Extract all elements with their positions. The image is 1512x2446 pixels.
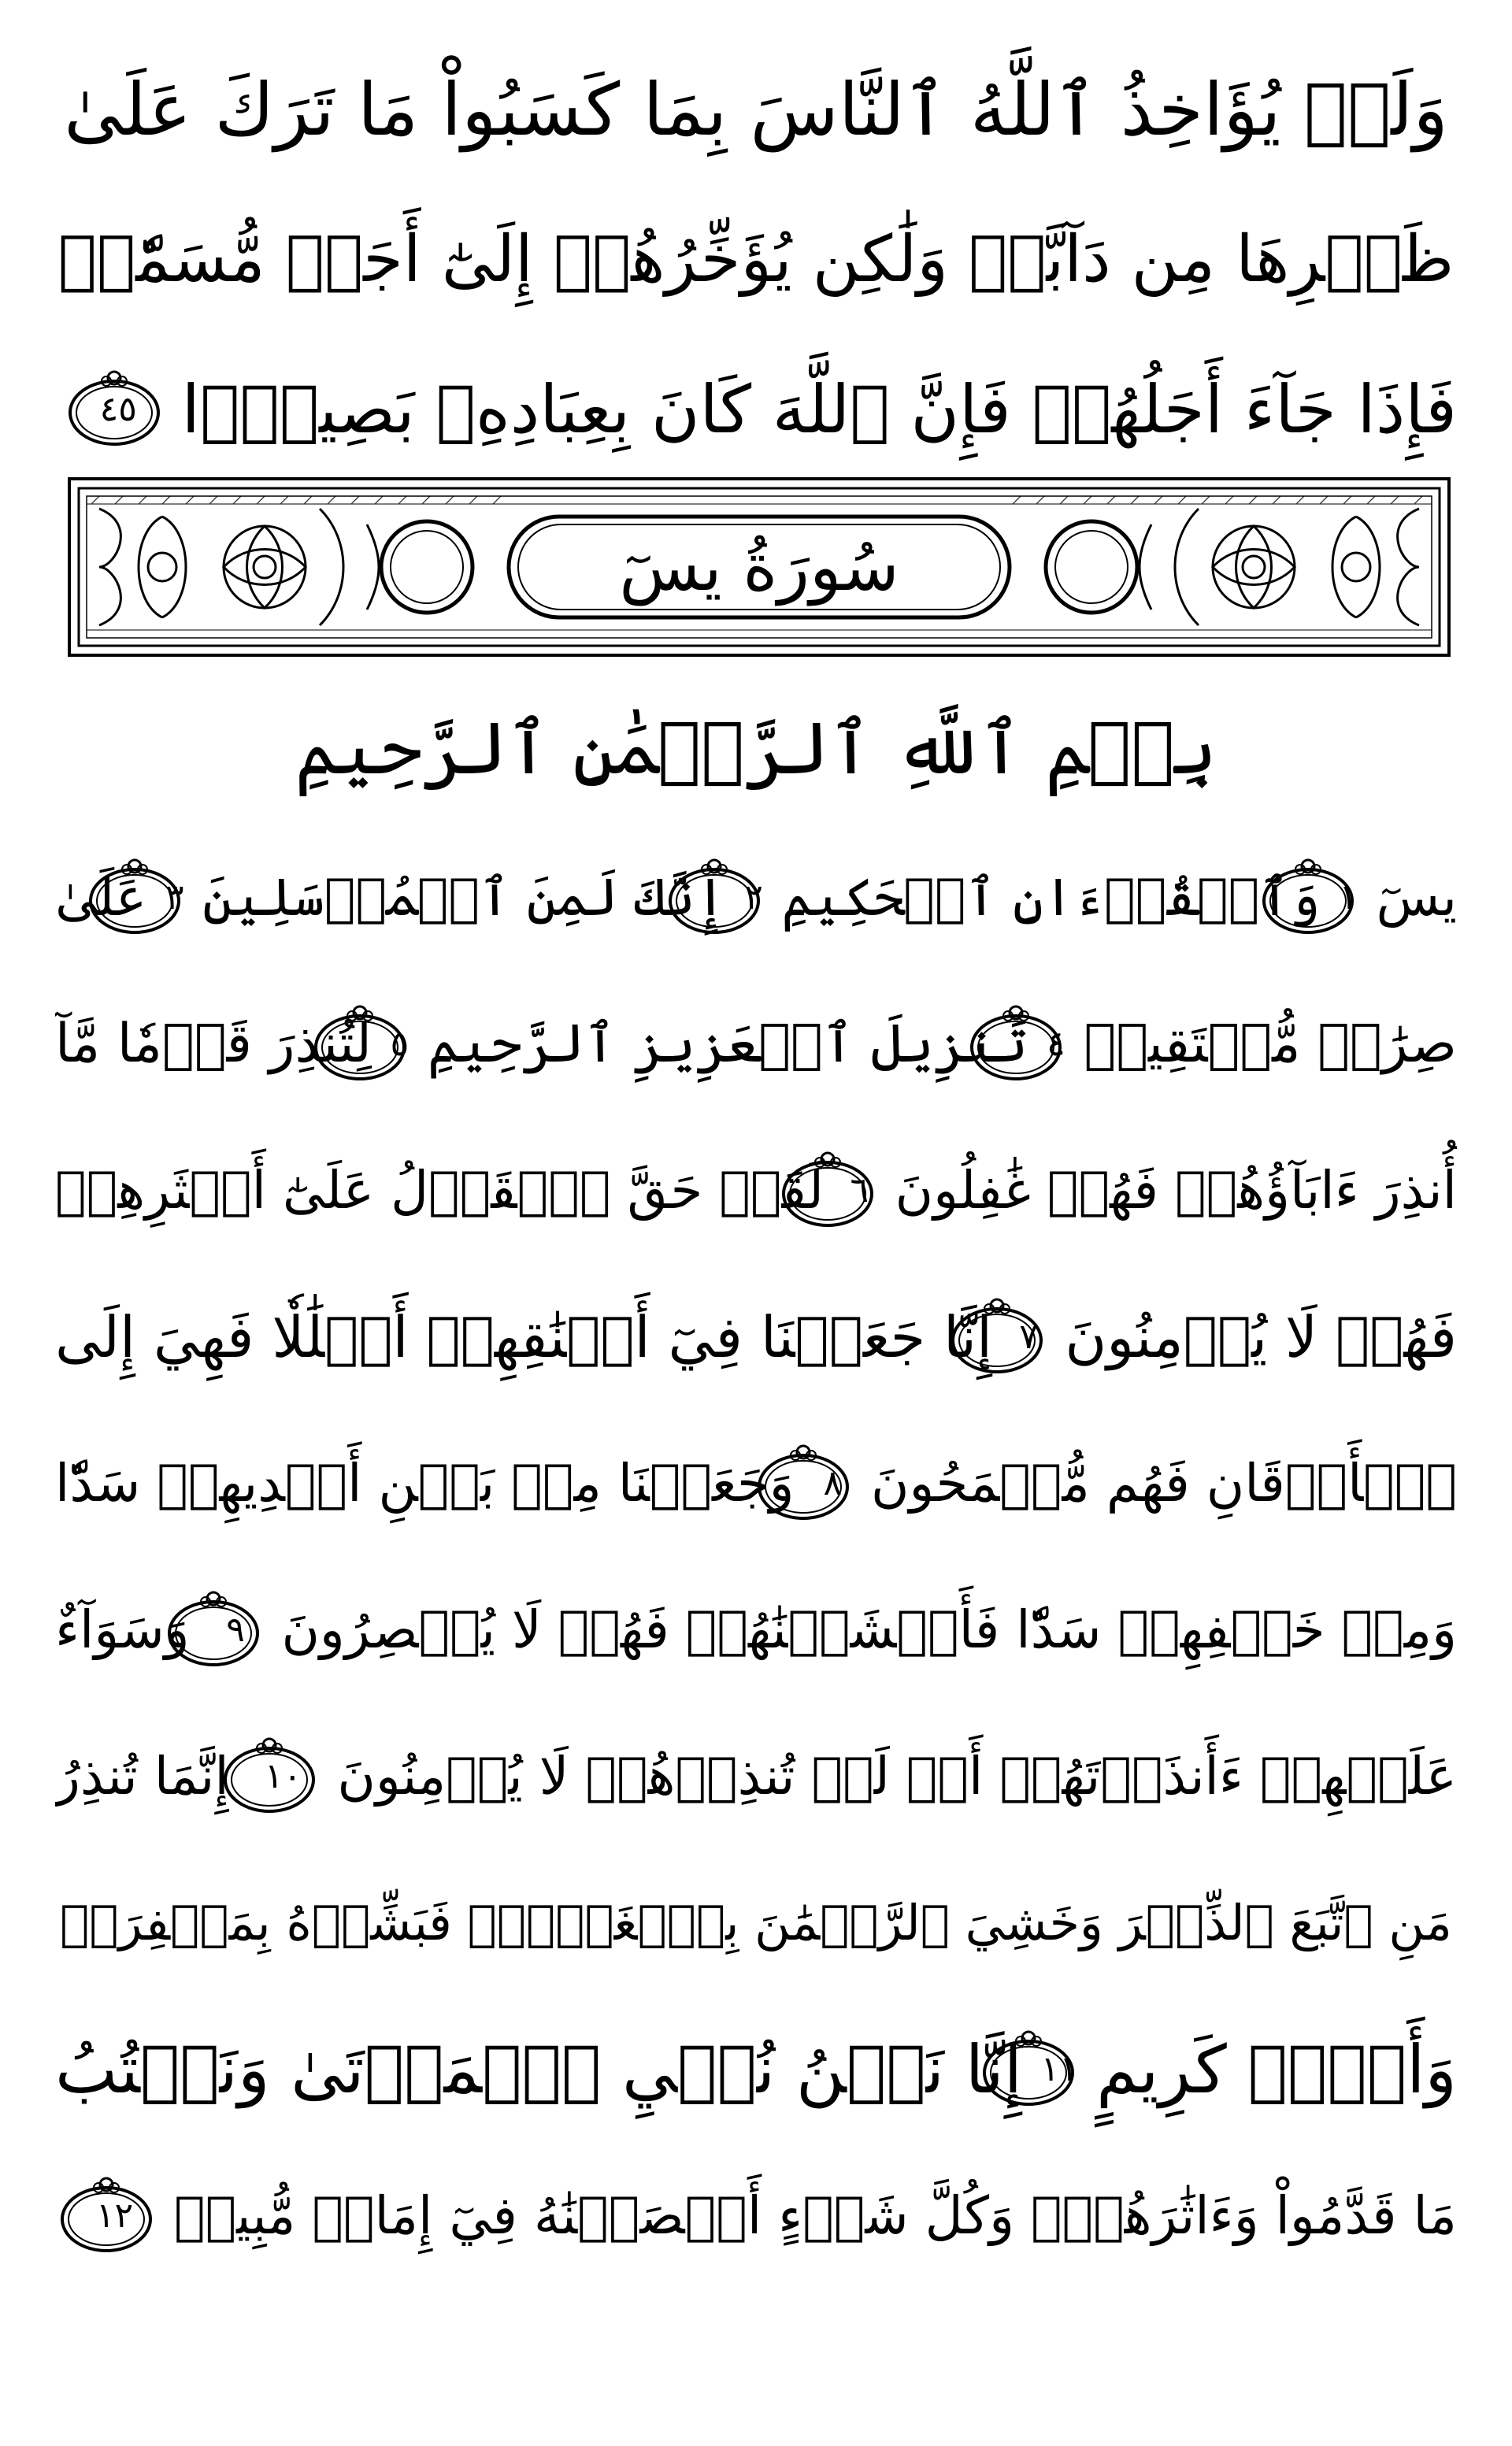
verse-text: يسٓ [1376,867,1457,928]
ayah-number: ١١ [1040,2049,1078,2089]
ayah-number: ١٢ [95,2196,134,2236]
verse-line-13 [55,2137,1457,2295]
verse-text: ٱلۡأَذۡقَانِ فَهُم مُّقۡمَحُونَ [870,1453,1457,1514]
ayah-number: ٣ [165,877,184,917]
verse-text: إِنَّا نَحۡنُ نُحۡيِ ٱلۡمَوۡتَىٰ وَنَكۡتُبُ [55,2031,1023,2108]
verse-text: وَمِنۡ خَلۡفِهِمۡ سَدّٗا فَأَغۡشَيۡنَٰهُمۡ فَهُمۡ لَا يُبۡصِرُونَ [281,1599,1457,1660]
ayah-number-marker [72,369,165,450]
verse-line-10 [55,1698,1457,1855]
verse-text: إِنَّمَا تُنذِرُ [55,1746,229,1807]
ayah-number: ٢ [744,877,763,917]
verse-line-3 [55,331,1457,488]
ayah-number: ٧ [1019,1317,1038,1357]
verse-line-7 [55,1258,1457,1416]
verse-text: لِتُنذِرَ قَوۡمٗا مَّآ [55,1013,372,1075]
ayah-number-marker [1338,857,1359,939]
ayah-number-marker [1040,2029,1079,2111]
ayah-number: ٥ [390,1024,410,1064]
verse-text: عَلَىٰ [55,867,147,928]
ayah-number-marker [72,2175,157,2257]
ayah-number-marker [812,1443,854,1525]
verse-text: وَأَجۡرٖ كَرِيمٍ [1096,2031,1457,2108]
verse-text: فَهُمۡ لَا يُؤۡمِنُونَ [1065,1304,1457,1370]
verse-text: مَا قَدَّمُواْ وَءَاثَٰرَهُمۡۚ وَكُلَّ شَيۡءٍ أَحۡصَيۡنَٰهُ فِيٓ إِمَامٖ مُّبِينٖ [173,2185,1457,2246]
ayah-number: ١ [1339,877,1358,917]
verse-text: تَنزِيلَ ٱلۡعَزِيزِ ٱلرَّحِيمِ [428,1013,1028,1075]
verse-text: صِرَٰطٖ مُّسۡتَقِيمٖ [1084,1013,1457,1075]
verse-line-9 [55,1551,1457,1709]
ayah-number: ٨ [823,1463,843,1503]
ayah-number: ٩ [226,1610,245,1650]
surah-header-banner [68,477,1451,657]
ayah-number-marker [1010,1296,1047,1378]
verse-line-2 [55,181,1457,339]
ayah-number: ٦ [850,1170,869,1210]
verse-text: وَجَعَلۡنَا مِنۢ بَيۡنِ أَيۡدِيهِمۡ سَدّٗا [55,1453,795,1514]
ayah-number-marker [207,1589,265,1671]
verse-text: أُنذِرَ ءَابَآؤُهُمۡ فَهُمۡ غَٰفِلُونَ [895,1160,1457,1221]
verse-text: مَنِ ٱتَّبَعَ ٱلذِّكۡرَ وَخَشِيَ ٱلرَّحۡمَٰنَ بِٱلۡغَيۡبِۖ فَبَشِّرۡهُ بِمَغۡفِرَةٖ [60,1894,1452,1951]
verse-text: عَلَيۡهِمۡ ءَأَنذَرۡتَهُمۡ أَمۡ لَمۡ تُنذِرۡهُمۡ لَا يُؤۡمِنُونَ [337,1746,1457,1807]
verse-line-6 [55,1112,1457,1269]
ayah-number: ١٠ [264,1756,302,1796]
basmala: بِسۡمِ ٱللَّهِ ٱلرَّحۡمَٰنِ ٱلرَّحِيمِ [295,706,1217,791]
verse-text: فَإِذَا جَآءَ أَجَلُهُمۡ فَإِنَّ ٱللَّهَ كَانَ بِعِبَادِهِۦ بَصِيرَۢا [181,371,1457,448]
verse-text: إِنَّكَ لَمِنَ ٱلۡمُرۡسَلِينَ [202,867,726,928]
ayah-number: ٤ [1047,1024,1065,1064]
verse-line-8 [55,1405,1457,1562]
verse-line-5 [55,965,1457,1123]
verse-line-1 [55,32,1457,189]
ayah-number-marker [246,1736,321,1818]
verse-line-11 [55,1844,1457,2002]
verse-line-4 [55,819,1457,977]
verse-text: وَلَوۡ يُؤَاخِذُ ٱللَّهُ ٱلنَّاسَ بِمَا كَسَبُواْ مَا تَرَكَ عَلَىٰ [64,68,1448,152]
verse-line-12 [55,1991,1457,2148]
ayah-number-marker [389,1003,410,1085]
verse-text: وَسَوَآءٌ [55,1599,190,1660]
ayah-number-marker [1045,1003,1066,1085]
verse-text: ظَهۡرِهَا مِن دَآبَّةٖ وَلَٰكِن يُؤَخِّرُهُمۡ إِلَىٰٓ أَجَلٖ مُّسَمّٗىۖ [57,222,1455,297]
verse-text: لَقَدۡ حَقَّ ٱلۡقَوۡلُ عَلَىٰٓ أَكۡثَرِهِمۡ [55,1160,824,1221]
ayah-number-marker [164,857,185,939]
verse-text: إِنَّا جَعَلۡنَا فِيٓ أَعۡنَٰقِهِمۡ أَغۡلَٰلٗا فَهِيَ إِلَى [55,1304,993,1370]
verse-text: وَٱلۡقُرۡءَانِ ٱلۡحَكِيمِ [781,867,1321,928]
ayah-number-marker [841,1150,878,1232]
ayah-number-marker [743,857,765,939]
ayah-number: ٤٥ [99,389,137,429]
surah-title: سُورَةُ يسٓ [619,528,899,606]
